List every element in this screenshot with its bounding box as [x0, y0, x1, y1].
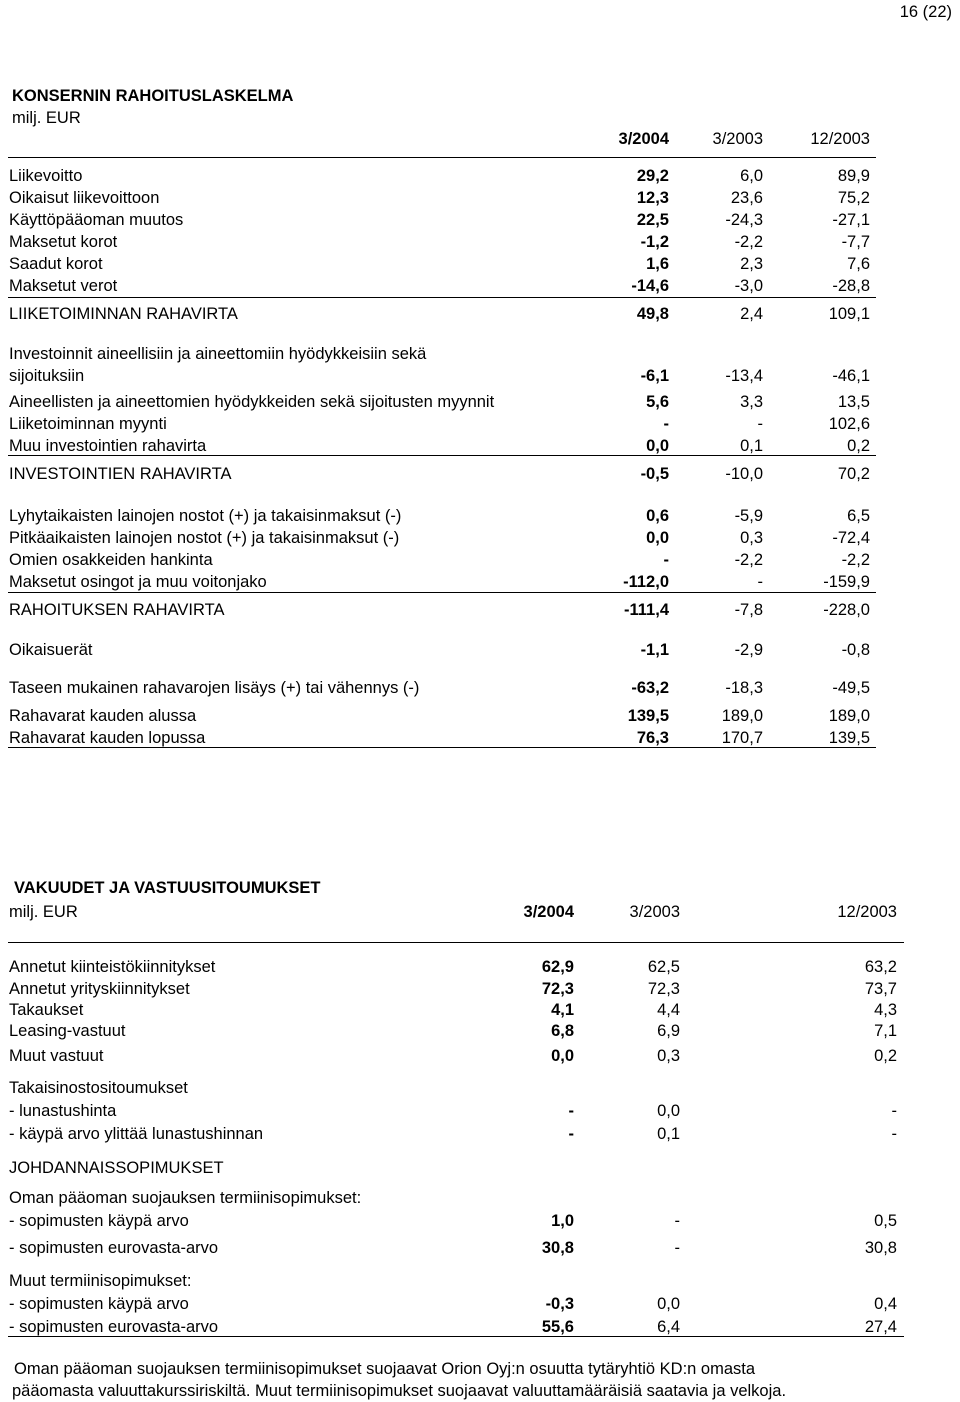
commitments-row-value: -: [674, 1239, 680, 1257]
cashflow-row-label: Maksetut osingot ja muu voitonjako: [9, 573, 267, 591]
cashflow-row-value: 109,1: [828, 305, 870, 323]
cashflow-row-value: 0,2: [847, 437, 870, 455]
cashflow-row-value: -10,0: [725, 465, 763, 483]
commitments-row-label: Takaukset: [9, 1001, 84, 1019]
commitments-row-value: 63,2: [864, 958, 897, 976]
cashflow-row-value: -28,8: [832, 277, 870, 295]
cashflow-row-value: 5,6: [646, 393, 669, 411]
cashflow-row-label: Oikaisut liikevoittoon: [9, 189, 160, 207]
commitments-row-label: Muut vastuut: [9, 1047, 104, 1065]
cashflow-row-value: 76,3: [636, 729, 669, 747]
cashflow-row-label: RAHOITUKSEN RAHAVIRTA: [9, 601, 225, 619]
commitments-header-3-2004: 3/2004: [523, 903, 574, 921]
commitments-row-value: 0,1: [657, 1125, 680, 1143]
commitments-header-3-2003: 3/2003: [629, 903, 680, 921]
cashflow-header-rule: [8, 157, 876, 158]
cashflow-row-value: 22,5: [636, 211, 669, 229]
commitments-unit: milj. EUR: [9, 903, 78, 921]
commitments-row-value: 6,4: [657, 1318, 680, 1336]
cashflow-row-value: 6,5: [847, 507, 870, 525]
cashflow-row-value: -7,7: [841, 233, 870, 251]
commitments-row-value: -: [891, 1125, 897, 1143]
cashflow-row-label: Rahavarat kauden lopussa: [9, 729, 206, 747]
rule-cash-end: [8, 747, 876, 748]
cashflow-row-label: Maksetut korot: [9, 233, 118, 251]
cashflow-row-label: Omien osakkeiden hankinta: [9, 551, 213, 569]
cashflow-row-value: -112,0: [623, 573, 669, 591]
cashflow-row-value: -72,4: [832, 529, 870, 547]
commitments-row-label: Annetut kiinteistökiinnitykset: [9, 958, 216, 976]
cashflow-row-label: LIIKETOIMINNAN RAHAVIRTA: [9, 305, 238, 323]
cashflow-row-value: -1,1: [640, 641, 669, 659]
cashflow-row-value: 0,3: [740, 529, 763, 547]
cashflow-row-value: 12,3: [636, 189, 669, 207]
cashflow-row-label: Pitkäaikaisten lainojen nostot (+) ja takaisinmaksut (-): [9, 529, 400, 547]
cashflow-row-value: -3,0: [734, 277, 763, 295]
cashflow-row-value: 13,5: [837, 393, 870, 411]
commitments-row-label: - lunastushinta: [9, 1102, 117, 1120]
cashflow-row-value: -14,6: [631, 277, 669, 295]
cashflow-row-value: -18,3: [725, 679, 763, 697]
commitments-row-label: Muut termiinisopimukset:: [9, 1272, 192, 1290]
cashflow-row-value: -2,2: [734, 551, 763, 569]
commitments-row-value: -: [891, 1102, 897, 1120]
commitments-row-value: 4,1: [551, 1001, 574, 1019]
commitments-row-value: 0,5: [874, 1212, 897, 1230]
commitments-row-value: 27,4: [864, 1318, 897, 1336]
commitments-row-label: - käypä arvo ylittää lunastushinnan: [9, 1125, 264, 1143]
commitments-row-value: -: [568, 1125, 574, 1143]
cashflow-row-value: 89,9: [837, 167, 870, 185]
cashflow-row-value: -159,9: [823, 573, 870, 591]
cashflow-row-value: 1,6: [646, 255, 669, 273]
commitments-row-value: 4,3: [874, 1001, 897, 1019]
commitments-row-value: 0,3: [657, 1047, 680, 1065]
commitments-row-value: 0,0: [657, 1102, 680, 1120]
commitments-row-value: 1,0: [551, 1212, 574, 1230]
cashflow-row-label: Saadut korot: [9, 255, 103, 273]
commitments-row-value: 6,9: [657, 1022, 680, 1040]
cashflow-row-value: 170,7: [721, 729, 763, 747]
cashflow-row-value: -5,9: [734, 507, 763, 525]
commitments-row-value: 6,8: [551, 1022, 574, 1040]
cashflow-row-label: Investoinnit aineellisiin ja aineettomiin hyödykkeisiin sekä: [9, 345, 427, 363]
cashflow-row-label: INVESTOINTIEN RAHAVIRTA: [9, 465, 232, 483]
cashflow-row-value: -0,8: [841, 641, 870, 659]
cashflow-title: KONSERNIN RAHOITUSLASKELMA: [12, 87, 294, 105]
cashflow-row-label: Taseen mukainen rahavarojen lisäys (+) tai vähennys (-): [9, 679, 420, 697]
cashflow-row-value: 75,2: [837, 189, 870, 207]
cashflow-row-label: Rahavarat kauden alussa: [9, 707, 197, 725]
cashflow-unit: milj. EUR: [12, 109, 81, 127]
cashflow-row-value: 70,2: [837, 465, 870, 483]
commitments-row-value: 7,1: [874, 1022, 897, 1040]
cashflow-row-value: -111,4: [624, 601, 669, 619]
commitments-row-label: - sopimusten eurovasta-arvo: [9, 1318, 219, 1336]
cashflow-header-3-2003: 3/2003: [712, 130, 763, 148]
cashflow-row-value: 23,6: [730, 189, 763, 207]
cashflow-row-value: 0,6: [646, 507, 669, 525]
commitments-row-value: 0,4: [874, 1295, 897, 1313]
commitments-header-12-2003: 12/2003: [837, 903, 897, 921]
rule-operating: [8, 297, 876, 298]
commitments-row-value: 72,3: [647, 980, 680, 998]
commitments-row-value: 4,4: [657, 1001, 680, 1019]
cashflow-row-value: 49,8: [636, 305, 669, 323]
cashflow-row-value: 0,0: [646, 437, 669, 455]
cashflow-row-value: 139,5: [828, 729, 870, 747]
cashflow-row-label: Muu investointien rahavirta: [9, 437, 207, 455]
cashflow-row-label: Aineellisten ja aineettomien hyödykkeiden sekä sijoitusten myynnit: [9, 393, 495, 411]
cashflow-row-label: Liikevoitto: [9, 167, 83, 185]
cashflow-row-value: -: [757, 415, 763, 433]
cashflow-row-value: 3,3: [740, 393, 763, 411]
cashflow-row-value: -2,2: [734, 233, 763, 251]
cashflow-row-value: -0,5: [640, 465, 669, 483]
cashflow-row-value: -: [757, 573, 763, 591]
cashflow-row-value: 189,0: [828, 707, 870, 725]
commitments-row-label: Annetut yrityskiinnitykset: [9, 980, 190, 998]
commitments-row-label: - sopimusten eurovasta-arvo: [9, 1239, 219, 1257]
commitments-row-value: -: [568, 1102, 574, 1120]
commitments-row-value: 62,9: [541, 958, 574, 976]
cashflow-header-12-2003: 12/2003: [810, 130, 870, 148]
cashflow-row-value: -13,4: [725, 367, 763, 385]
cashflow-row-value: -6,1: [640, 367, 669, 385]
cashflow-row-value: 6,0: [740, 167, 763, 185]
cashflow-row-value: -228,0: [823, 601, 870, 619]
cashflow-row-label: Maksetut verot: [9, 277, 118, 295]
commitments-row-label: Takaisinostositoumukset: [9, 1079, 188, 1097]
commitments-footnote-line1: Oman pääoman suojauksen termiinisopimukset suojaavat Orion Oyj:n osuutta tytäryhtiö KD:n omasta: [14, 1360, 756, 1378]
cashflow-row-value: -49,5: [832, 679, 870, 697]
cashflow-row-value: -: [663, 551, 669, 569]
cashflow-row-value: -2,9: [734, 641, 763, 659]
commitments-row-value: 30,8: [541, 1239, 574, 1257]
commitments-title: VAKUUDET JA VASTUUSITOUMUKSET: [14, 879, 321, 897]
commitments-row-value: 55,6: [541, 1318, 574, 1336]
cashflow-row-value: 102,6: [828, 415, 870, 433]
commitments-row-label: - sopimusten käypä arvo: [9, 1295, 189, 1313]
commitments-row-label: Oman pääoman suojauksen termiinisopimukset:: [9, 1189, 362, 1207]
commitments-row-label: JOHDANNAISSOPIMUKSET: [9, 1159, 224, 1177]
cashflow-row-label: sijoituksiin: [9, 367, 85, 385]
cashflow-row-label: Käyttöpääoman muutos: [9, 211, 184, 229]
commitments-row-value: 62,5: [647, 958, 680, 976]
commitments-row-value: 73,7: [864, 980, 897, 998]
cashflow-row-value: -24,3: [725, 211, 763, 229]
cashflow-row-label: Oikaisuerät: [9, 641, 93, 659]
commitments-bottom-rule: [8, 1336, 904, 1337]
cashflow-row-value: 2,4: [740, 305, 763, 323]
commitments-row-label: Leasing-vastuut: [9, 1022, 126, 1040]
commitments-footnote-line2: pääomasta valuuttakurssiriskiltä. Muut termiinisopimukset suojaavat valuuttamääräisiä saatavia ja velkoja.: [12, 1382, 787, 1400]
cashflow-row-value: 0,0: [646, 529, 669, 547]
commitments-row-value: 0,0: [551, 1047, 574, 1065]
commitments-row-value: 0,2: [874, 1047, 897, 1065]
commitments-row-value: 0,0: [657, 1295, 680, 1313]
cashflow-row-label: Liiketoiminnan myynti: [9, 415, 167, 433]
commitments-header-rule: [8, 942, 904, 943]
cashflow-row-value: 0,1: [740, 437, 763, 455]
rule-financing: [8, 592, 876, 593]
cashflow-row-value: -2,2: [841, 551, 870, 569]
commitments-row-value: 72,3: [541, 980, 574, 998]
cashflow-row-value: -46,1: [832, 367, 870, 385]
commitments-row-value: 30,8: [864, 1239, 897, 1257]
cashflow-header-3-2004: 3/2004: [618, 130, 669, 148]
cashflow-row-value: 7,6: [847, 255, 870, 273]
cashflow-row-value: -7,8: [734, 601, 763, 619]
cashflow-row-value: -63,2: [631, 679, 669, 697]
commitments-row-value: -0,3: [545, 1295, 574, 1313]
cashflow-row-value: -: [663, 415, 669, 433]
commitments-row-label: - sopimusten käypä arvo: [9, 1212, 189, 1230]
cashflow-row-value: 139,5: [627, 707, 669, 725]
cashflow-row-value: -27,1: [832, 211, 870, 229]
cashflow-row-label: Lyhytaikaisten lainojen nostot (+) ja takaisinmaksut (-): [9, 507, 402, 525]
cashflow-row-value: 29,2: [636, 167, 669, 185]
rule-investing: [8, 455, 876, 456]
cashflow-row-value: -1,2: [640, 233, 669, 251]
cashflow-row-value: 189,0: [721, 707, 763, 725]
page-number: 16 (22): [899, 3, 952, 21]
commitments-row-value: -: [674, 1212, 680, 1230]
cashflow-row-value: 2,3: [740, 255, 763, 273]
